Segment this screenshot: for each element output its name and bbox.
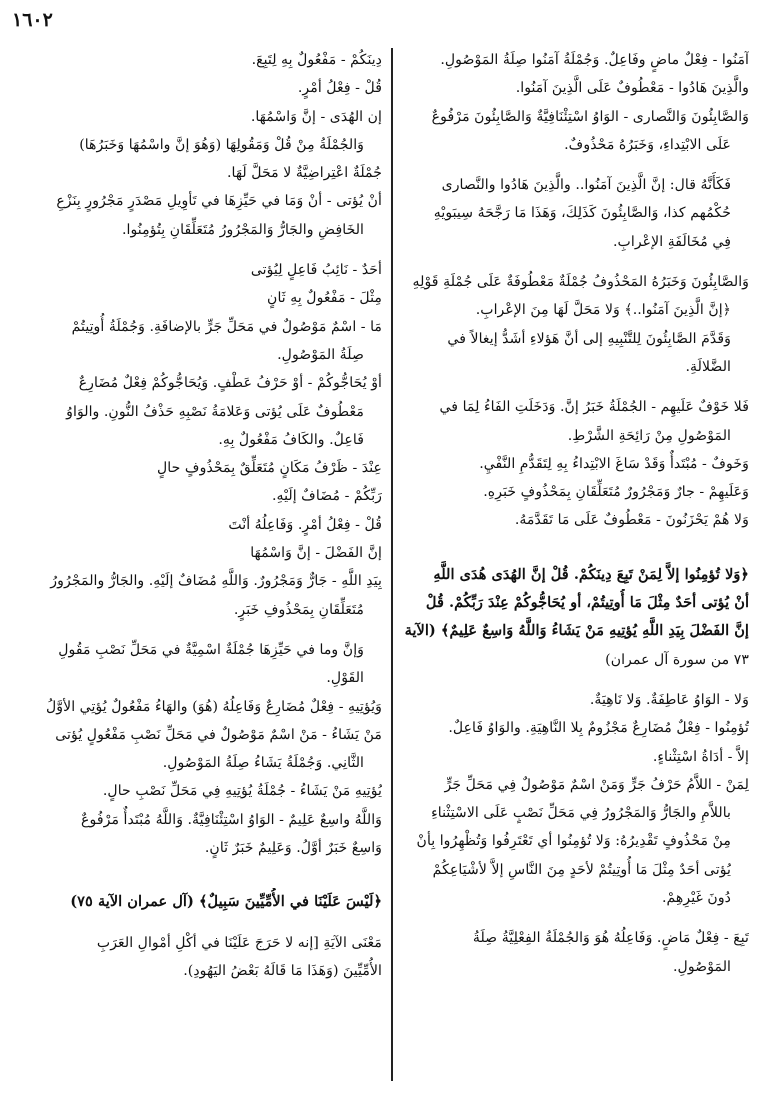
right-column-line: إلاَّ - أدَاةُ اسْتِثْناءٍ. bbox=[652, 748, 749, 765]
left-column-line: وَيُؤتِيهِ - فِعْلٌ مُضَارِعٌ وَفَاعِلُهُ (هُوَ) والهَاءُ مَفْعُولٌ يُؤتِي الأوَّلُ bbox=[45, 698, 382, 715]
left-column-line: مَنْ يَشَاءُ - مَنْ اسْمٌ مَوْصُولٌ في مَحَلِّ نَصْبِ مَفْعُولٍ يُؤتى bbox=[55, 726, 382, 743]
left-column-line: أوْ يُحَاجُّوكُمْ - أوْ حَرْفُ عَطْفٍ. وَيُحَاجُّوكُمْ فِعْلٌ مُضَارِعٌ bbox=[78, 375, 382, 392]
column-divider bbox=[391, 48, 393, 1081]
right-column-line: الضَّلالَةِ. bbox=[685, 358, 731, 375]
left-column-line: وَاسِعٌ خَبَرٌ أوَّلُ. وَعَلِيمٌ خَبَرٌ ثَانٍ. bbox=[204, 840, 382, 857]
right-column-line: وَالصَّابِئُونَ وَخَبَرُهُ المَحْذُوفُ جُمْلَةٌ مَعْطُوفَةٌ عَلَى جُمْلَةِ قَوْلِهِ bbox=[412, 274, 749, 291]
left-column-line: صِلَةُ المَوْصُولِ. bbox=[277, 346, 364, 363]
right-column-line: وَخَوفٌ - مُبْتَدأٌ وَقَدْ سَاغَ الابْتِداءُ بِهِ لِتَقَدُّمِ النَّفْيِ. bbox=[479, 455, 749, 472]
left-column-line: إن الهُدَى - إنَّ وَاسْمُهَا. bbox=[250, 108, 382, 125]
left-column-line: الخَافِضِ والجَارُّ وَالمَجْرُورُ مُتَعَلِّقَانِ بِتُؤمِنُوا. bbox=[122, 221, 364, 238]
left-column-line: الثَّانِي. وَجُمْلَةُ يَشَاءُ صِلَةُ المَوْصُولِ. bbox=[162, 755, 364, 772]
left-column-line: دِينَكُمْ - مَفْعُولٌ بِهِ لِتَبِعَ. bbox=[251, 52, 382, 68]
right-column-line: مِنْ مَحْذُوفٍ تَقْدِيرُهُ: وَلا تُؤمِنُوا أي تَعْتَرِفُوا وَتُظْهِرُوا بِأنْ bbox=[416, 833, 731, 850]
right-column-line: لِمَنْ - اللاَّمُ حَرْفُ جَرٍّ وَمَنْ اسْمٌ مَوْصُولٌ فِي مَحَلِّ جَرٍّ bbox=[444, 776, 749, 793]
left-column-line: يُؤتِيهِ مَنْ يَشَاءُ - جُمْلَةُ يُؤتِيهِ فِي مَحَلِّ نَصْبِ حالٍ. bbox=[102, 783, 382, 800]
left-column-line: وَاللَّهُ واسِعٌ عَلِيمٌ - الوَاوُ اسْتِئْنَافِيَّةٌ. وَاللَّهُ مُبْتَدأٌ مَرْفُوعٌ bbox=[81, 811, 382, 828]
left-column-line: ﴿لَيْسَ عَلَيْنَا في الأُمِّيِّينَ سَبِيلٌ﴾ (آل عمران الآية ٧٥) bbox=[70, 893, 382, 911]
left-column-line: فَاعِلٌ. والكَافُ مَفْعُولٌ بِهِ. bbox=[218, 431, 364, 448]
left-column-line: أنْ يُؤتى - أنْ وَمَا في حَيِّزِهَا في تَأوِيلِ مَصْدَرٍ مَجْرُورٍ بِنَزْعِ bbox=[56, 193, 382, 210]
right-column-line: تَبِعَ - فِعْلٌ مَاضٍ. وَفَاعِلُهُ هُوَ وَالجُمْلَةُ الفِعْلِيَّةُ صِلَةُ bbox=[472, 930, 749, 947]
left-column-line: عِنْدَ - ظَرْفُ مَكَانٍ مُتَعَلِّقٌ بِمَحْذُوفٍ حالٍ bbox=[156, 460, 382, 477]
left-column-line: مُتَعَلِّقَانِ بِمَحْذُوفِ خَبَرٍ. bbox=[233, 601, 364, 618]
right-column-line: المَوْصُولِ مِنْ رَائِحَةِ الشَّرْطِ. bbox=[567, 427, 731, 444]
right-column-line: دُونَ غَيْرِهِمْ. bbox=[661, 890, 731, 907]
right-column-line: وَعَلَيهِمْ - جارٌ وَمَجْرُورٌ مُتَعَلِّقَانِ بِمَحْذُوفٍ خَبَرِهِ. bbox=[483, 484, 749, 501]
left-column-line: وَإنَّ وما في حَيِّزِهَا جُمْلَةٌ اسْمِيَّةٌ في مَحَلِّ نَصْبِ مَقُولِ bbox=[58, 641, 364, 658]
right-column-line: إنَّ الفَضْلَ بِيَدِ اللَّهِ يُؤتِيهِ مَنْ يَشَاءُ وَاللَّهُ وَاسِعٌ عَلِيمٌ﴾ (الآية bbox=[404, 622, 749, 640]
right-column-line: أنْ يُؤتى أحَدٌ مِثْلَ مَا أُوتِيتُمْ، أو يُحَاجُّوكُمْ عِنْدَ رَبِّكُمْ. قُلْ bbox=[425, 594, 749, 612]
right-column-line: فَلا خَوْفٌ عَلَيهِم - الجُمْلَةُ خَبَرُ إنَّ. وَدَخَلَتِ الفَاءُ لِمَا في bbox=[439, 399, 749, 416]
page-number: ١٦٠٢ bbox=[12, 9, 53, 31]
right-column-line: باللاَّمِ والجَارُّ وَالمَجْرُورُ فِي مَحَلِّ نَصْبٍ عَلَى الاسْتِثْناءِ bbox=[431, 805, 731, 822]
left-column-line: مَعْنَى الآيَةِ [إنه لا حَرَجَ عَلَيْنَا في أكْلِ أمْوالِ العَرَبِ bbox=[96, 934, 382, 951]
right-column-line: تُؤمِنُوا - فِعْلٌ مُضَارِعٌ مَجْزُومٌ بِلا النَّاهِيَةِ. والوَاوُ فَاعِلٌ. bbox=[448, 720, 749, 737]
right-column-line: ﴿إنَّ الَّذِينَ آمَنُوا..﴾ وَلا مَحَلَّ لَهَا مِنَ الإعْرابِ. bbox=[475, 302, 731, 319]
left-column-line: قُلْ - فِعْلُ أمْرٍ. وَفَاعِلُهُ أنْتَ bbox=[228, 516, 382, 533]
right-column-line: حُكْمُهم كذا، وَالصَّابِئُونَ كَذَلِكَ، وَهَذَا مَا رَجَّحَهُ سِيبَويْهِ bbox=[433, 205, 731, 222]
left-column-line: بِيَدِ اللَّهِ - جَارٌّ وَمَجْرُورٌ. وَاللَّهِ مُضَافٌ إلَيْهِ. والجَارُّ والمَجْرُورُ bbox=[50, 573, 382, 590]
left-column-line: أحَدٌ - نَائِبُ فَاعِلٍ لِيُؤتى bbox=[250, 262, 382, 279]
right-column-line: ﴿وَلا تُؤمِنُوا إلاَّ لِمَنْ تَبِعَ دِينَكُمْ. قُلْ إنَّ الهُدَى هُدَى اللَّهِ bbox=[433, 565, 749, 583]
right-column-line: فِي مُخَالَفَةِ الإعْرابِ. bbox=[613, 233, 731, 250]
right-column-line: عَلَى الابْتِداءِ، وَخَبَرُهُ مَحْذُوفٌ. bbox=[564, 136, 731, 153]
right-column-line: وَقَدَّمَ الصَّابِئُونَ لِلتَّنْبِيهِ إلى أنَّ هَؤلاءِ أشَدُّ إيغالاً في bbox=[447, 330, 731, 347]
right-column bbox=[404, 46, 749, 981]
right-column-line: والَّذِينَ هَادُوا - مَعْطُوفٌ عَلَى الَّذِينَ آمَنُوا. bbox=[515, 80, 749, 97]
left-column-line: مَا - اسْمٌ مَوْصُولٌ في مَحَلِّ جَرٍّ بالإضافَةِ. وَجُمْلَةُ أُوتِيتُمْ bbox=[71, 318, 382, 335]
right-column-line: ٧٣ من سورة آل عمران) bbox=[605, 651, 749, 668]
right-column-line: وَلا - الوَاوُ عَاطِفَةٌ. وَلا نَاهِيَةٌ. bbox=[589, 691, 749, 708]
left-column-line: جُمْلَةٌ اعْتِراضِيَّةٌ لا مَحَلَّ لَهَا. bbox=[227, 165, 382, 182]
left-column-line: وَالجُمْلَةُ مِنْ قُلْ وَمَقُولِهَا (وَهُوَ إنَّ واسْمُهَا وَخَبَرُهَا) bbox=[79, 136, 364, 153]
left-column-line: الأُمِّيِّينَ (وَهَذَا مَا قَالَهُ بَعْضُ اليَهُودِ). bbox=[183, 962, 382, 979]
right-column-line: المَوْصُولِ. bbox=[673, 958, 731, 975]
left-column-line: إنَّ الفَضْلَ - إنَّ وَاسْمُهَا bbox=[250, 545, 382, 562]
left-column-line: القَوْلِ. bbox=[326, 670, 364, 687]
right-column-line: يُؤتى أحَدٌ مِثْلَ مَا أُوتِيتُمْ لأحَدٍ مِنَ النَّاسِ إلاَّ لأشْيَاعِكُمْ bbox=[432, 861, 731, 878]
left-column-line: قُلْ - فِعْلُ أمْرٍ. bbox=[297, 80, 382, 97]
left-column-line: مِثْلَ - مَفْعُولٌ بِهِ ثَانٍ bbox=[267, 290, 382, 307]
right-column-line: وَلا هُمْ يَحْزَنُونَ - مَعْطُوفٌ عَلَى مَا تَقَدَّمَهُ. bbox=[514, 512, 749, 529]
right-column-line: فَكَأَنَّهُ قال: إنَّ الَّذِينَ آمَنُوا.. والَّذِينَ هَادُوا والنَّصارى bbox=[441, 177, 731, 194]
right-column-line: آمَنُوا - فِعْلٌ ماضٍ وفَاعِلٌ. وَجُمْلَةُ آمَنُوا صِلَةُ المَوْصُولِ. bbox=[440, 52, 749, 68]
right-column-line: وَالصَّابِئُونَ وَالنَّصارى - الوَاوُ اسْتِئْنَافِيَّةٌ وَالصَّابِئُونَ مَرْفُوعٌ bbox=[431, 108, 749, 125]
left-column-line: رَبِّكُمْ - مُضَافٌ إلَيْهِ. bbox=[272, 488, 382, 505]
left-column-line: مَعْطُوفٌ عَلَى يُؤتى وَعَلامَةُ نَصْبِهِ حَذْفُ النُّونِ. والوَاوُ bbox=[66, 403, 364, 420]
left-column bbox=[20, 46, 382, 985]
